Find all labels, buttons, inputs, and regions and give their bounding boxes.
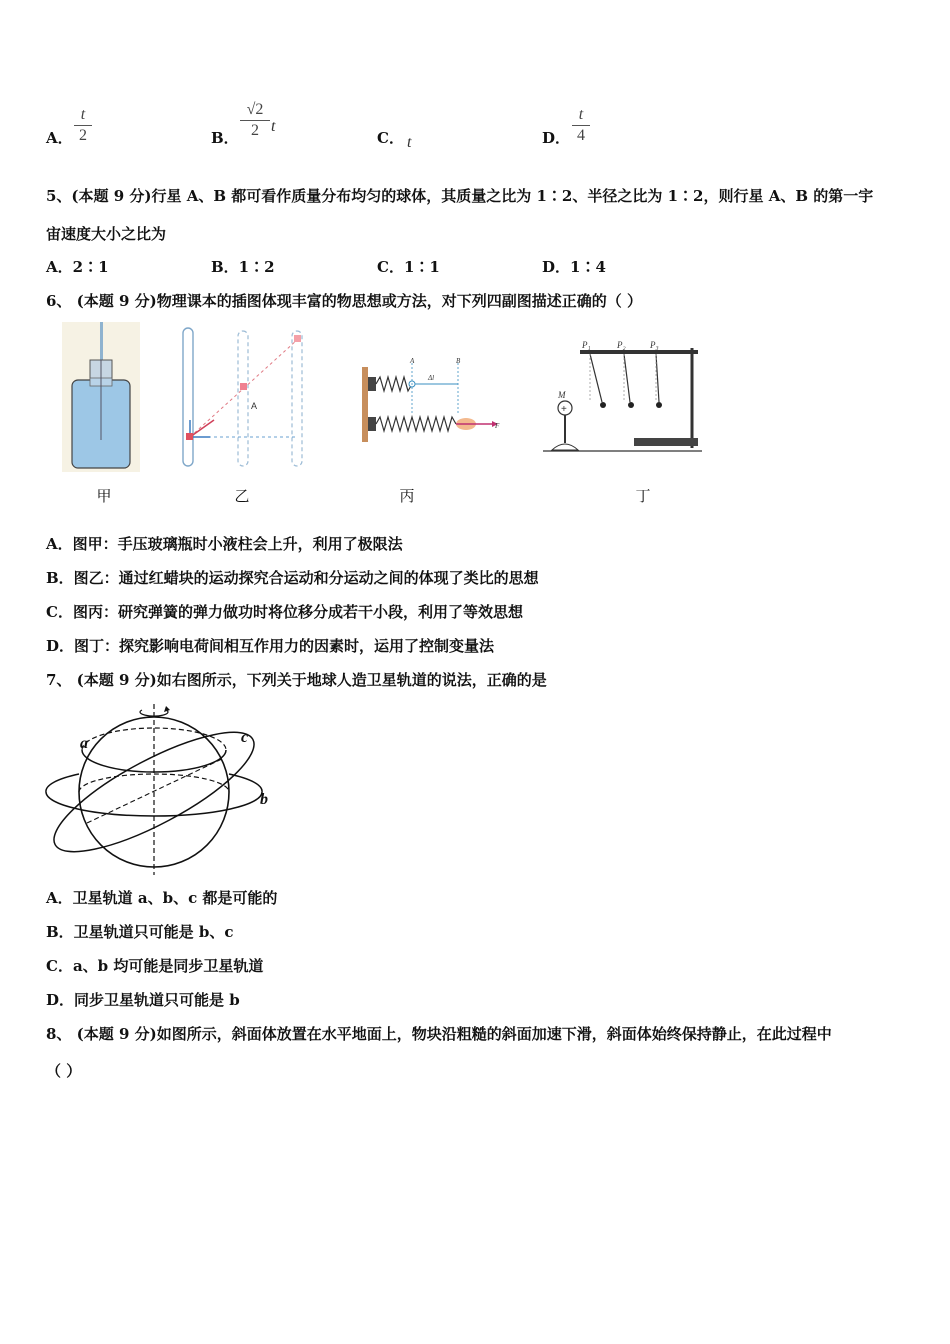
figure-caption-yi: 乙: [234, 487, 250, 505]
figure-ding-label-m: M: [558, 390, 566, 400]
figure-caption-jia: 甲: [96, 487, 112, 505]
q5-option-b: B．1∶2: [211, 258, 275, 276]
q4-option-c-letter: C．: [377, 129, 404, 147]
figure-bing-label-f: F: [495, 422, 500, 430]
q6-option-c: C．图丙：研究弹簧的弹力做功时将位移分成若干小段，利用了等效思想: [46, 603, 523, 621]
figure-ding-label-p2: P₂: [617, 340, 626, 350]
q7-stem: 7、 (本题 9 分)如右图所示，下列关于地球人造卫星轨道的说法，正确的是: [46, 671, 547, 689]
figure-jia-bottle: [60, 320, 142, 475]
numerator: t: [578, 106, 584, 123]
q7-option-d: D．同步卫星轨道只可能是 b: [46, 991, 240, 1009]
q6-option-d: D．图丁：探究影响电荷间相互作用力的因素时，运用了控制变量法: [46, 637, 495, 655]
q8-stem-line2: （ ）: [46, 1062, 82, 1080]
q4-option-a-fraction: [74, 106, 92, 145]
denominator: 4: [577, 127, 585, 144]
q4-option-c-value: t: [407, 134, 412, 151]
figure-bing-label-a: A: [410, 357, 415, 365]
q5-option-a: A．2∶1: [46, 258, 109, 276]
q4-option-b-letter: B．: [211, 129, 239, 147]
figure-bing-spring: [360, 355, 505, 445]
q8-stem-line1: 8、 (本题 9 分)如图所示，斜面体放置在水平地面上，物块沿粗糙的斜面加速下滑，斜面体始终保持静止，在此过程中: [46, 1025, 832, 1043]
q7-option-c: C．a、b 均可能是同步卫星轨道: [46, 957, 264, 975]
q6-option-a: A．图甲：手压玻璃瓶时小液柱会上升，利用了极限法: [46, 535, 403, 553]
q4-option-b-suffix: t: [271, 118, 276, 135]
numerator: t: [80, 106, 86, 123]
figure-ding-label-p1: P₁: [582, 340, 591, 350]
figure-bing-label-b: B: [456, 357, 461, 365]
figure-ding-charges: [540, 338, 705, 456]
figure-yi-label-a: A: [251, 401, 258, 411]
q5-option-c: C．1∶1: [377, 258, 440, 276]
q6-stem: 6、 (本题 9 分)物理课本的插图体现丰富的物思想或方法，对下列四副图描述正确的（ ）: [46, 292, 642, 310]
orbit-label-a: a: [80, 735, 88, 752]
q7-option-a: A．卫星轨道 a、b、c 都是可能的: [46, 889, 278, 907]
q5-stem-line1: 5、(本题 9 分)行星 A、B 都可看作质量分布均匀的球体，其质量之比为 1∶2、半径之比为 1∶2，则行星 A、B 的第一宇: [46, 187, 874, 205]
q5-option-d: D．1∶4: [542, 258, 606, 276]
denominator: 2: [79, 127, 87, 144]
denominator: 2: [251, 122, 259, 139]
figure-bing-label-dl: Δl: [428, 374, 435, 382]
figure-caption-bing: 丙: [399, 487, 415, 505]
figure-yi-tubes: [178, 325, 308, 475]
figure-ding-label-p3: P₃: [650, 340, 659, 350]
q6-option-b: B．图乙：通过红蜡块的运动探究合运动和分运动之间的体现了类比的思想: [46, 569, 539, 587]
q4-option-d-fraction: [572, 106, 590, 145]
q5-stem-line2: 宙速度大小之比为: [46, 225, 167, 243]
svg-text:+: +: [561, 404, 567, 415]
q7-option-b: B．卫星轨道只可能是 b、c: [46, 923, 234, 941]
orbit-label-b: b: [260, 791, 268, 808]
figure-caption-ding: 丁: [635, 487, 651, 505]
numerator: √2: [246, 101, 264, 118]
orbit-label-c: c: [241, 729, 249, 746]
figure-earth-orbits: [42, 700, 282, 878]
q4-option-d-letter: D．: [542, 129, 571, 147]
q4-option-a-letter: A．: [46, 129, 73, 147]
q4-option-b-fraction: [240, 101, 270, 140]
